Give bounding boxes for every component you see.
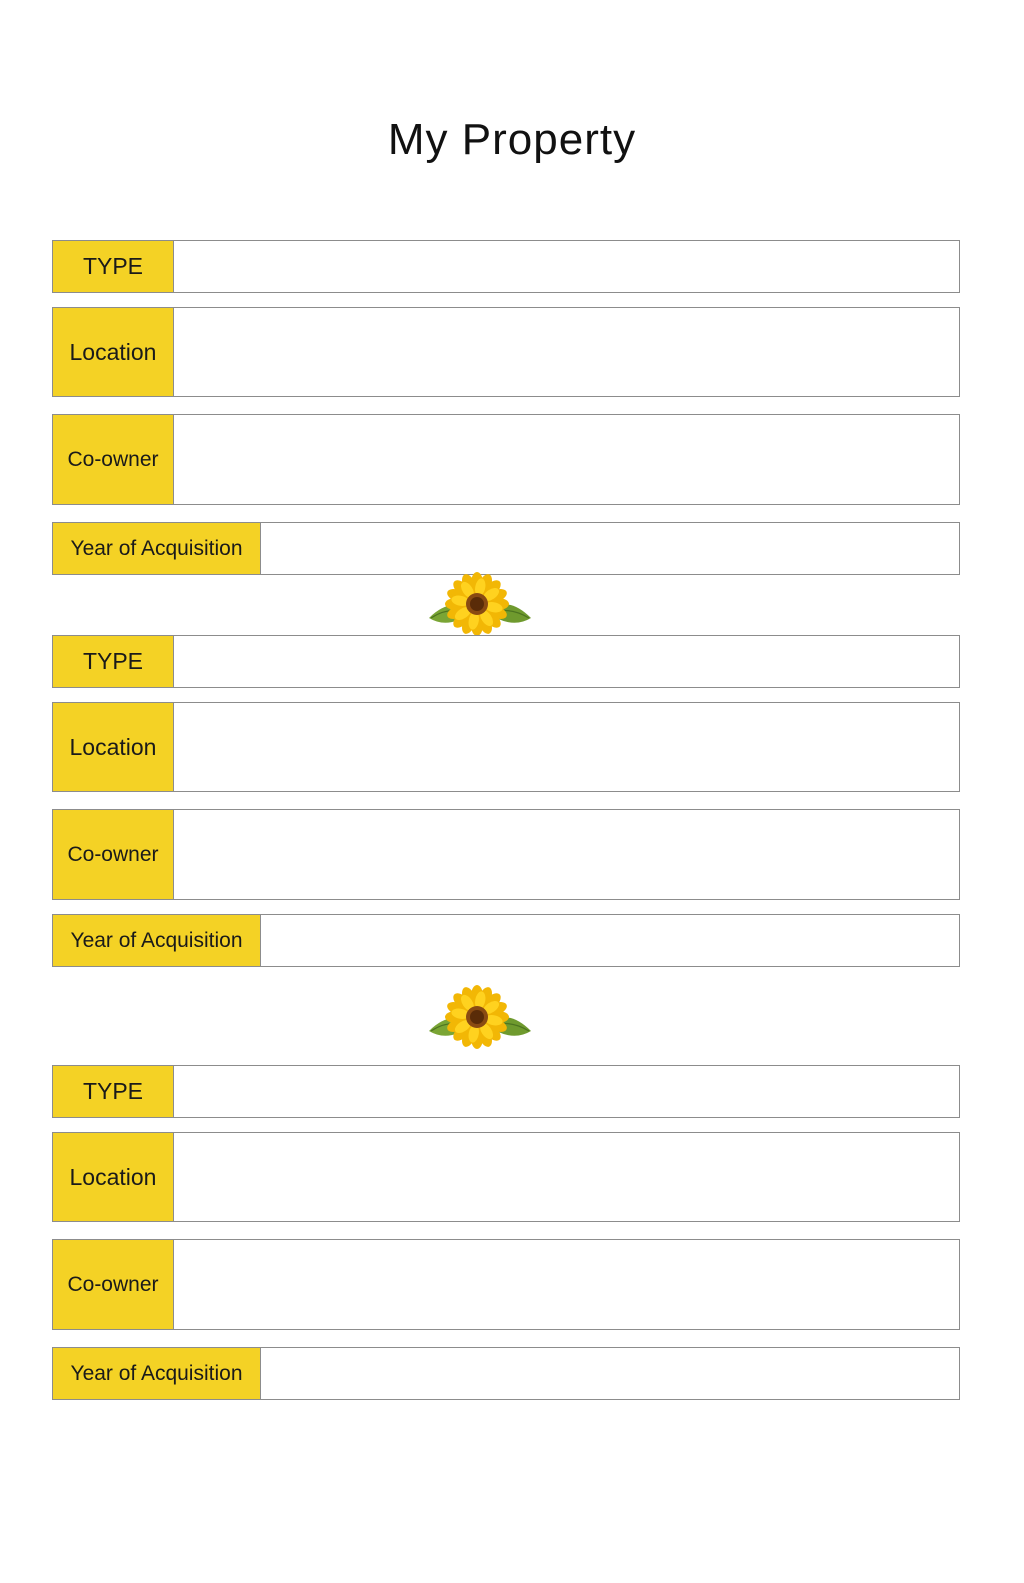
year-label: Year of Acquisition (53, 915, 261, 966)
coowner-field[interactable] (174, 415, 959, 504)
type-row (52, 635, 960, 688)
type-label: TYPE (53, 241, 174, 292)
coowner-row (52, 1239, 960, 1330)
type-field[interactable] (174, 636, 959, 687)
location-label: Location (53, 308, 174, 396)
type-field[interactable] (174, 1066, 959, 1117)
location-field[interactable] (174, 308, 959, 396)
year-label: Year of Acquisition (53, 1348, 261, 1399)
year-row (52, 914, 960, 967)
sunflower-icon (427, 572, 535, 636)
location-row (52, 702, 960, 792)
type-field[interactable] (174, 241, 959, 292)
location-field[interactable] (174, 703, 959, 791)
coowner-field[interactable] (174, 1240, 959, 1329)
coowner-label: Co-owner (53, 1240, 174, 1329)
location-row (52, 307, 960, 397)
location-label: Location (53, 1133, 174, 1221)
coowner-label: Co-owner (53, 810, 174, 899)
sunflower-icon (427, 985, 535, 1049)
type-label: TYPE (53, 636, 174, 687)
coowner-row (52, 414, 960, 505)
year-row (52, 522, 960, 575)
year-field[interactable] (261, 1348, 959, 1399)
year-field[interactable] (261, 915, 959, 966)
type-label: TYPE (53, 1066, 174, 1117)
coowner-label: Co-owner (53, 415, 174, 504)
year-row (52, 1347, 960, 1400)
type-row (52, 1065, 960, 1118)
coowner-row (52, 809, 960, 900)
year-field[interactable] (261, 523, 959, 574)
page-title: My Property (387, 115, 637, 164)
coowner-field[interactable] (174, 810, 959, 899)
location-label: Location (53, 703, 174, 791)
location-row (52, 1132, 960, 1222)
location-field[interactable] (174, 1133, 959, 1221)
year-label: Year of Acquisition (53, 523, 261, 574)
type-row (52, 240, 960, 293)
